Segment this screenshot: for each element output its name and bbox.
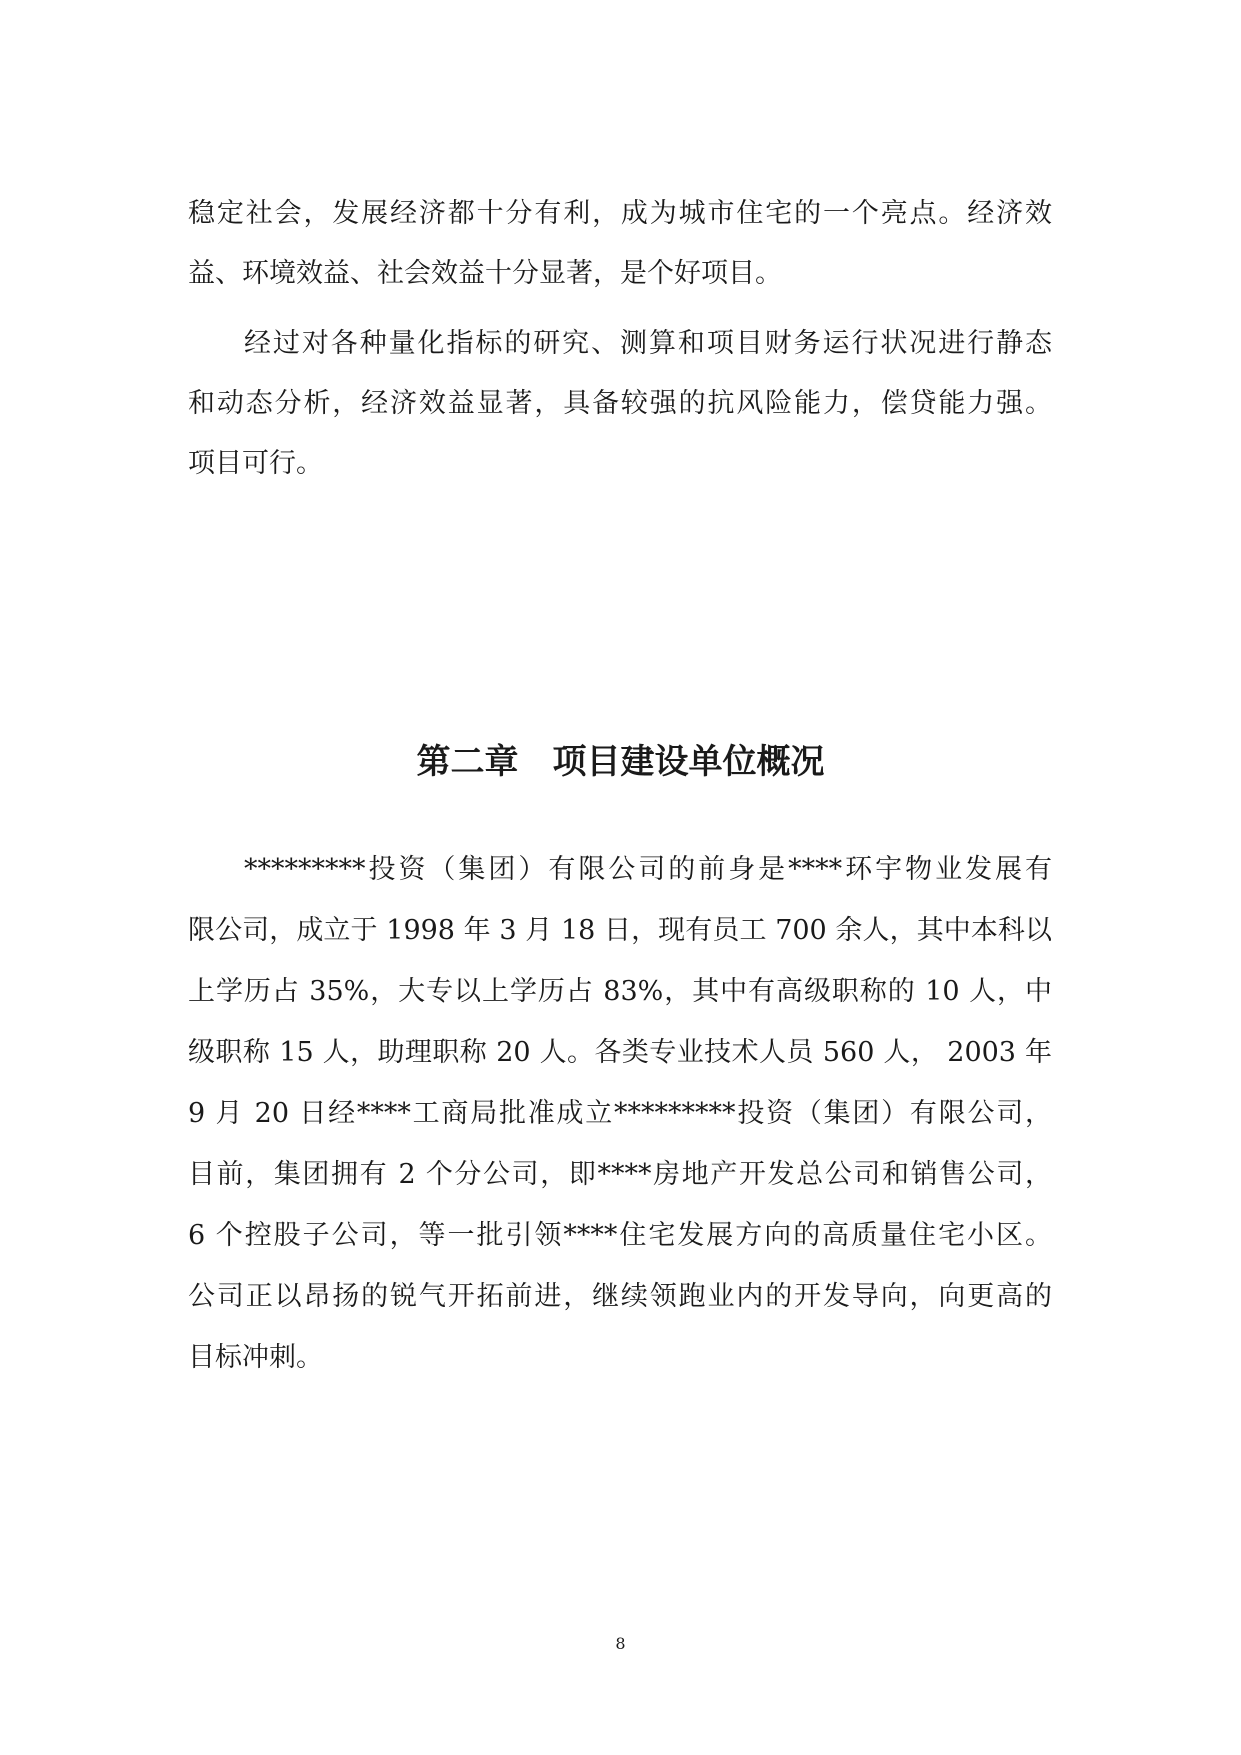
paragraph-3-line-1: *********投资（集团）有限公司的前身是****环宇物业发展有: [244, 854, 1052, 885]
page-number: 8: [615, 1634, 626, 1653]
paragraph-2-line-3: 项目可行。: [188, 448, 323, 479]
paragraph-3-line-6: 目前，集团拥有 2 个分公司，即****房地产开发总公司和销售公司，: [188, 1159, 1052, 1190]
paragraph-3-line-4: 级职称 15 人，助理职称 20 人。各类专业技术人员 560 人， 2003 年: [188, 1037, 1052, 1068]
paragraph-1-line-1: 稳定社会，发展经济都十分有利，成为城市住宅的一个亮点。经济效: [188, 198, 1052, 229]
paragraph-3-line-9: 目标冲刺。: [188, 1342, 323, 1373]
paragraph-2-line-1: 经过对各种量化指标的研究、测算和项目财务运行状况进行静态: [244, 328, 1052, 359]
paragraph-3-line-7: 6 个控股子公司，等一批引领****住宅发展方向的高质量住宅小区。: [188, 1220, 1052, 1251]
paragraph-3-line-5: 9 月 20 日经****工商局批准成立*********投资（集团）有限公司，: [188, 1098, 1052, 1129]
paragraph-1-line-2: 益、环境效益、社会效益十分显著，是个好项目。: [188, 258, 782, 289]
chapter-heading: 第二章 项目建设单位概况: [416, 742, 825, 782]
paragraph-3-line-2: 限公司，成立于 1998 年 3 月 18 日，现有员工 700 余人，其中本科以: [188, 915, 1052, 946]
paragraph-2-line-2: 和动态分析，经济效益显著，具备较强的抗风险能力，偿贷能力强。: [188, 388, 1052, 419]
paragraph-3-line-8: 公司正以昂扬的锐气开拓前进，继续领跑业内的开发导向，向更高的: [188, 1281, 1052, 1312]
paragraph-3-line-3: 上学历占 35%，大专以上学历占 83%，其中有高级职称的 10 人，中: [188, 976, 1052, 1007]
